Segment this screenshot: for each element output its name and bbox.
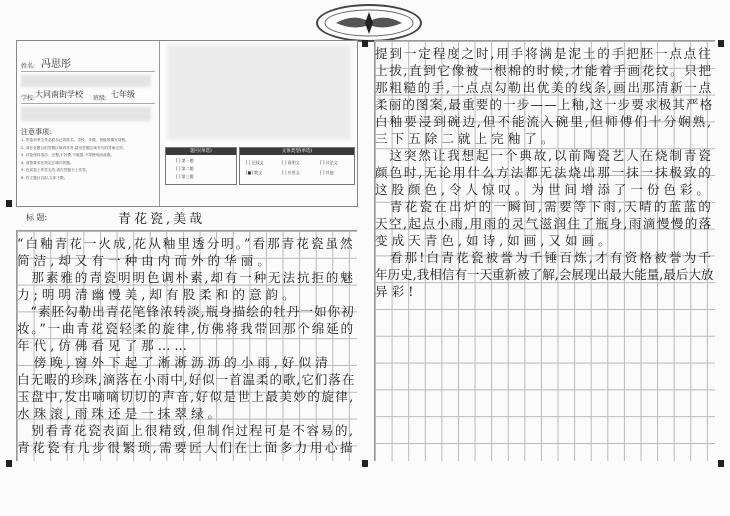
writing-grid-left[interactable] <box>16 230 357 461</box>
note-item: 6. 作文题目自拟,文体不限。 <box>21 175 68 180</box>
essay-line: 别看青花瓷表面上很精致,但制作过程可是不容易的, <box>17 423 355 438</box>
school-field[interactable] <box>21 89 155 104</box>
essay-line: 青花瓷有几步很繁琐,需要匠人们在上面多力用心描 <box>17 440 356 455</box>
name-value: 冯思彤 <box>41 59 71 70</box>
essay-title: 青花瓷,美哉 <box>118 212 206 227</box>
genre-select-box <box>239 147 355 185</box>
essay-line: 提到一定程度之时,用手将满是泥土的手把胚一点点往 <box>375 46 713 61</box>
school-value: 大同南街学校 <box>35 90 83 99</box>
writing-grid-right[interactable] <box>374 40 715 461</box>
essay-line: 力;明明清幽慢美,却有股柔和的意韵。 <box>17 287 299 302</box>
redacted-field <box>21 107 151 121</box>
essay-line: 水珠滚,雨珠还是一抹翠绿。 <box>17 406 225 421</box>
essay-line: 异彩! <box>375 284 418 299</box>
option-genre-6[interactable]: [ ] 其他 <box>320 170 334 175</box>
option-genre-3[interactable]: [ ] 议论文 <box>320 160 338 165</box>
note-item: 5. 在试卷上作答无效,请在答题卡上作答。 <box>21 168 90 172</box>
alignment-marker <box>362 40 368 47</box>
name-field[interactable] <box>21 57 155 72</box>
essay-line: 变成天青色,如诗,如画,又如画。 <box>375 233 615 248</box>
essay-line: 玉盘中,发出嘀嘀切切的声音,好似是世上最美妙的旋律, <box>17 389 355 404</box>
essay-line: 柔丽的图案,最重要的一步——上釉,这一步要求极其严格 <box>375 97 714 112</box>
essay-line: 白釉要浸到碗边,但不能流入碗里,但师傅们十分娴熟, <box>375 114 714 129</box>
essay-line: 这股颜色,令人惊叹。为世间增添了一份色彩。 <box>375 182 713 197</box>
option-q2[interactable]: [ ] 第二题 <box>176 166 194 171</box>
class-value: 七年级 <box>111 90 135 99</box>
candidate-fields <box>17 41 160 206</box>
option-genre-2[interactable]: [ ] 说明文 <box>282 160 300 165</box>
essay-line: 三下五除二就上完釉了。 <box>375 131 558 146</box>
essay-line: “素胚勾勒出青花笔锋浓转淡,瓶身描绘的牡丹一如你初 <box>17 304 355 319</box>
alignment-marker <box>718 40 724 47</box>
essay-line: 白无暇的珍珠,滴落在小雨中,好似一首温柔的歌,它们落在 <box>17 372 356 387</box>
name-label: 姓名: <box>21 63 36 70</box>
alignment-marker <box>718 460 724 467</box>
note-item: 2. 请在各题目的答题区域内作答,超出答题区域书写的答案无效。 <box>21 145 127 150</box>
class-label: 班级: <box>93 95 108 102</box>
essay-line: 年代,仿佛看见了那…… <box>17 338 191 353</box>
essay-line: 青花瓷在出炉的一瞬间,需要等下雨,天晴的蓝蓝的 <box>375 199 714 214</box>
option-q3[interactable]: [ ] 第三题 <box>176 174 194 179</box>
option-genre-5[interactable]: [ ] 应用文 <box>282 170 300 175</box>
essay-line: 颜色时,无论用什么方法都无法烧出那一抹一抹极致的 <box>375 165 713 180</box>
essay-line: 妆。”一曲青花瓷轻柔的旋律,仿佛将我带回那个绵延的 <box>17 321 355 336</box>
genre-select-title: 文体类型(单选) <box>240 148 354 155</box>
essay-line: 那素雅的青瓷明明色调朴素,却有一种无法抗拒的魅 <box>17 270 355 285</box>
note-item: 4. 请按要求在指定区域内答题。 <box>21 160 74 165</box>
essay-line: 这突然让我想起一个典故,以前陶瓷艺人在烧制青瓷 <box>375 148 713 163</box>
essay-line: 简洁,却又有一种由内而外的华丽。 <box>17 253 274 268</box>
emblem-wings-icon <box>318 6 420 40</box>
option-q1[interactable]: [ ] 第一题 <box>176 158 194 163</box>
candidate-info-panel <box>16 40 358 207</box>
essay-line: 上拔,直到它像被一根棉的时候,才能着手画花纹。只把 <box>375 63 713 78</box>
essay-line: 天空,起点小雨,用雨的灵气滋润住了瓶身,雨滴慢慢的落 <box>375 216 713 231</box>
essay-line: 傍晚,窗外下起了淅淅沥沥的小雨,好似清 <box>17 355 332 370</box>
option-genre-1[interactable]: [ ] 记叙文 <box>246 160 264 165</box>
logo-emblem-icon <box>316 4 422 42</box>
redacted-field <box>21 75 151 87</box>
notes-title: 注意事项: <box>21 128 52 136</box>
essay-line: “白釉青花一火成,花从釉里透分明。”看那青花瓷虽然 <box>17 236 355 251</box>
alignment-marker <box>6 460 12 467</box>
essay-title-label: 标 题: <box>26 213 48 222</box>
redacted-barcode-area <box>167 45 351 140</box>
note-item: 3. 试卷保持清洁、完整,不折叠,不破损,不得使用涂改液。 <box>21 153 115 157</box>
question-select-title: 题号(单选) <box>166 148 236 155</box>
notes-list <box>21 137 155 182</box>
alignment-marker <box>362 460 368 467</box>
alignment-marker <box>6 200 12 207</box>
question-select-box <box>165 147 237 185</box>
essay-line: 那粗糙的手,一点点勾勒出优美的线条,画出那清新一点 <box>375 80 713 95</box>
essay-line: 看那!白青花瓷被誉为千锤百炼,才有资格被誉为千 <box>375 250 714 265</box>
option-genre-4[interactable]: [■] 散文 <box>246 170 263 175</box>
school-label: 学校: <box>21 95 36 102</box>
essay-line: 年历史,我相信有一天重新被了解,会展现出最大能量,最后大放 <box>375 267 714 282</box>
note-item: 1. 答卷前考生务必将自己的姓名、学校、年级、班级等填写清楚。 <box>21 138 129 142</box>
